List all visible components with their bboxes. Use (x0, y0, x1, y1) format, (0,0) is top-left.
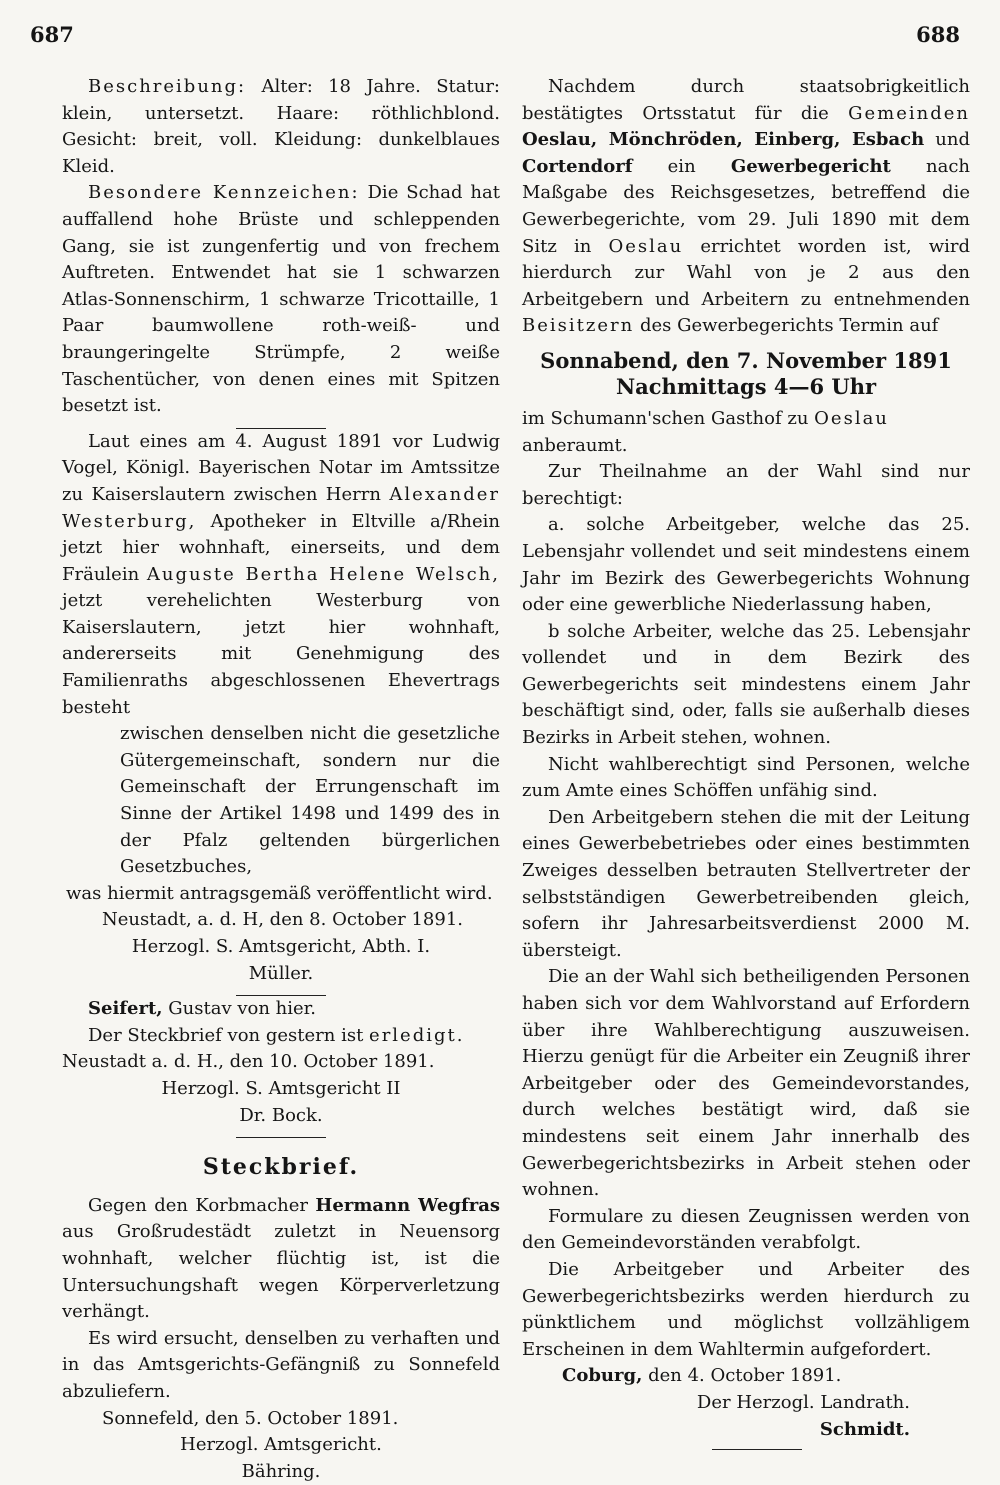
beschreibung-paragraph (62, 74, 500, 180)
divider (712, 1449, 802, 1450)
beschreibung-text: Alter: 18 Jahre. Statur: klein, untersetzt. Haare: röthlichblond. Gesicht: breit, voll. Kleidung: dunkelblaues Kleid. (62, 76, 500, 177)
page-number-left: 687 (30, 22, 74, 47)
steckbrief-heading: Steckbrief. (202, 1154, 360, 1181)
venue-line (522, 406, 970, 459)
seifert-name: Seifert, (88, 998, 163, 1020)
kennzeichen-text: Die Schad hat auffallend hohe Brüste und schleppenden Gang, sie ist zungenfertig und von frechem Auftreten. Entwendet hat sie 1 schwarzen Atlas-Sonnenschirm, 1 schwarze Tricottaille, 1 Paar baumwollene roth-weiß- und braungeringelte Strümpfe, 2 weiße Taschentücher, von denen eines mit Spitzen besetzt ist. (62, 182, 500, 417)
teilnahme-paragraph: Zur Theilnahme an der Wahl sind nur berechtigt: (522, 461, 970, 509)
venue-oeslau: Oeslau (814, 407, 889, 429)
intro-und: und (935, 129, 970, 151)
seifert-line (62, 996, 500, 1023)
laut-closing: was hiermit antragsgemäß veröffentlicht wird. (66, 882, 493, 904)
date-neustadt-1: Neustadt, a. d. H, den 8. October 1891. (102, 909, 464, 931)
steckbrief-text-a: Gegen den Korbmacher (88, 1194, 309, 1216)
laut-text-2: Apotheker in Eltville a/Rhein jetzt hier wohnhaft, einerseits, und dem Fräulein (62, 510, 500, 585)
intro-place-last: Cortendorf (522, 155, 633, 177)
intro-ein: ein (667, 155, 696, 177)
seifert-rest: Gustav von hier. (168, 998, 317, 1020)
right-column (522, 74, 970, 1450)
steckbrief-text-b: aus Großrudestädt zuletzt in Neuensorg wohnhaft, welcher flüchtig ist, ist die Untersuchungshaft wegen Körperverletzung verhängt. (62, 1221, 500, 1323)
venue-anberaumt: anberaumt. (522, 434, 628, 456)
signature-mueller: Müller. (248, 962, 314, 984)
court-sonnefeld: Herzogl. Amtsgericht. (180, 1434, 382, 1456)
event-date: Sonnabend, den 7. November 1891 (540, 347, 952, 373)
formulare-paragraph: Formulare zu diesen Zeugnissen werden von den Gemeindevorständen verabfolgt. (522, 1205, 970, 1254)
signature-bock: Dr. Bock. (239, 1104, 323, 1126)
betheiligenden-paragraph: Die an der Wahl sich betheiligenden Personen haben sich vor dem Wahlvorstand auf Erfordern über ihre Wahlberechtigung auszuweisen. Hierzu genügt für die Arbeiter ein Zeugniß ihrer Arbeitgeber oder des Gemeindevorstandes, durch welches bestätigt wird, daß sie mindestens seit einem Jahr innerhalb des Gewerbegerichtsbezirks in Arbeit stehen oder wohnen. (522, 966, 970, 1201)
event-time: Nachmittags 4—6 Uhr (615, 373, 877, 399)
intro-text-a: Nachdem durch staatsobrigkeitlich bestätigtes Ortsstatut für die (522, 76, 970, 124)
court-abth-1: Herzogl. S. Amtsgericht, Abth. I. (131, 936, 431, 957)
venue-text: im Schumann'schen Gasthof zu (522, 407, 809, 429)
left-column (62, 74, 500, 1485)
seifert-erledigt: erledigt. (369, 1024, 465, 1046)
intro-text-d: des Gewerbegerichts Termin auf (639, 315, 939, 337)
intro-places: Oeslau, Mönchröden, Einberg, Esbach (522, 129, 925, 151)
authority: Der Herzogl. Landrath. (696, 1391, 910, 1413)
steckbrief-paragraph (62, 1193, 500, 1326)
laut-text-1: Laut eines am 4. August 1891 vor Ludwig Vogel, Königl. Bayerischen Notar im Amtssitze zu Kaiserslautern zwischen Herrn (62, 430, 500, 505)
date-sonnefeld: Sonnefeld, den 5. October 1891. (102, 1407, 399, 1429)
kennzeichen-label: Besondere Kennzeichen: (88, 182, 360, 204)
aufgefordert-paragraph: Die Arbeitgeber und Arbeiter des Gewerbegerichtsbezirks werden hierdurch zu pünktlichem und möglichst vollzähligem Erscheinen in dem Wahltermin aufgefordert. (522, 1258, 970, 1360)
seifert-notice (62, 1023, 500, 1050)
nicht-wahlberechtigt: Nicht wahlberechtigt sind Personen, welche zum Amte eines Schöffen unfähig sind. (522, 753, 970, 802)
laut-indented-clause: zwischen denselben nicht die gesetzliche Gütergemeinschaft, sondern nur die Gemeinschaft der Errungenschaft im Sinne der Artikel 1498 und 1499 des in der Pfalz geltenden bürgerlichen Gesetzbuches, (120, 723, 500, 878)
seifert-text: Der Steckbrief von gestern ist (88, 1024, 364, 1046)
item-a: a. solche Arbeitgeber, welche das 25. Lebensjahr vollendet und seit mindestens einem Jahr im Bezirk des Gewerbegerichts Wohnung oder eine gewerbliche Niederlassung haben, (522, 514, 970, 616)
steckbrief-name: Hermann Wegfras (315, 1194, 500, 1216)
intro-gemeinden: Gemeinden (848, 102, 970, 124)
laut-name-1: Alexander Westerburg, (62, 483, 500, 532)
intro-oeslau: Oeslau (608, 235, 684, 257)
date-neustadt-2: Neustadt a. d. H., den 10. October 1891. (62, 1051, 435, 1073)
laut-text-3: jetzt verehelichten Westerburg von Kaiserslautern, jetzt hier wohnhaft, andererseits mit Genehmigung des Familienraths abgeschlossenen Ehevertrags besteht (62, 590, 500, 718)
page-number-right: 688 (916, 22, 960, 47)
arbeitgebern-paragraph: Den Arbeitgebern stehen die mit der Leitung eines Gewerbebetriebes oder eines bestimmten Zweiges desselben betrauten Stellvertreter der selbstständigen Gewerbetreibenden gleich, sofern ihr Jahresarbeitsverdienst 2000 M. übersteigt. (522, 806, 970, 961)
event-datetime (522, 348, 970, 400)
intro-gewerbegericht: Gewerbegericht (730, 155, 891, 177)
divider (236, 1137, 326, 1138)
steckbrief-request: Es wird ersucht, denselben zu verhaften und in das Amtsgerichts-Gefängniß zu Sonnefeld abzuliefern. (62, 1327, 500, 1402)
signature-baehring: Bähring. (241, 1460, 321, 1482)
date-coburg (522, 1363, 970, 1390)
signature-schmidt: Schmidt. (819, 1418, 910, 1440)
kennzeichen-paragraph (62, 180, 500, 419)
beschreibung-label: Beschreibung: (88, 76, 247, 97)
date-coburg-rest: den 4. October 1891. (648, 1365, 842, 1387)
intro-paragraph (522, 74, 970, 340)
intro-text-b: nach Maßgabe des Reichsgesetzes, betreffend die Gewerbegerichte, vom 29. Juli 1890 mit dem Sitz in (522, 155, 970, 257)
laut-name-2: Auguste Bertha Helene Welsch, (146, 563, 500, 585)
date-coburg-place: Coburg, (562, 1365, 643, 1387)
laut-paragraph (62, 429, 500, 722)
intro-text-c: errichtet worden ist, wird hierdurch zur Wahl von je 2 aus den Arbeitgebern und Arbeitern zu entnehmenden (522, 235, 970, 310)
item-b: b solche Arbeiter, welche das 25. Lebensjahr vollendet und in dem Bezirk des Gewerbegerichts seit mindestens einem Jahr beschäftigt sind, oder, falls sie außerhalb dieses Bezirks in Arbeit stehen, wohnen. (522, 620, 970, 749)
court-ii: Herzogl. S. Amtsgericht II (161, 1077, 401, 1099)
intro-beisitzern: Beisitzern (522, 315, 635, 337)
